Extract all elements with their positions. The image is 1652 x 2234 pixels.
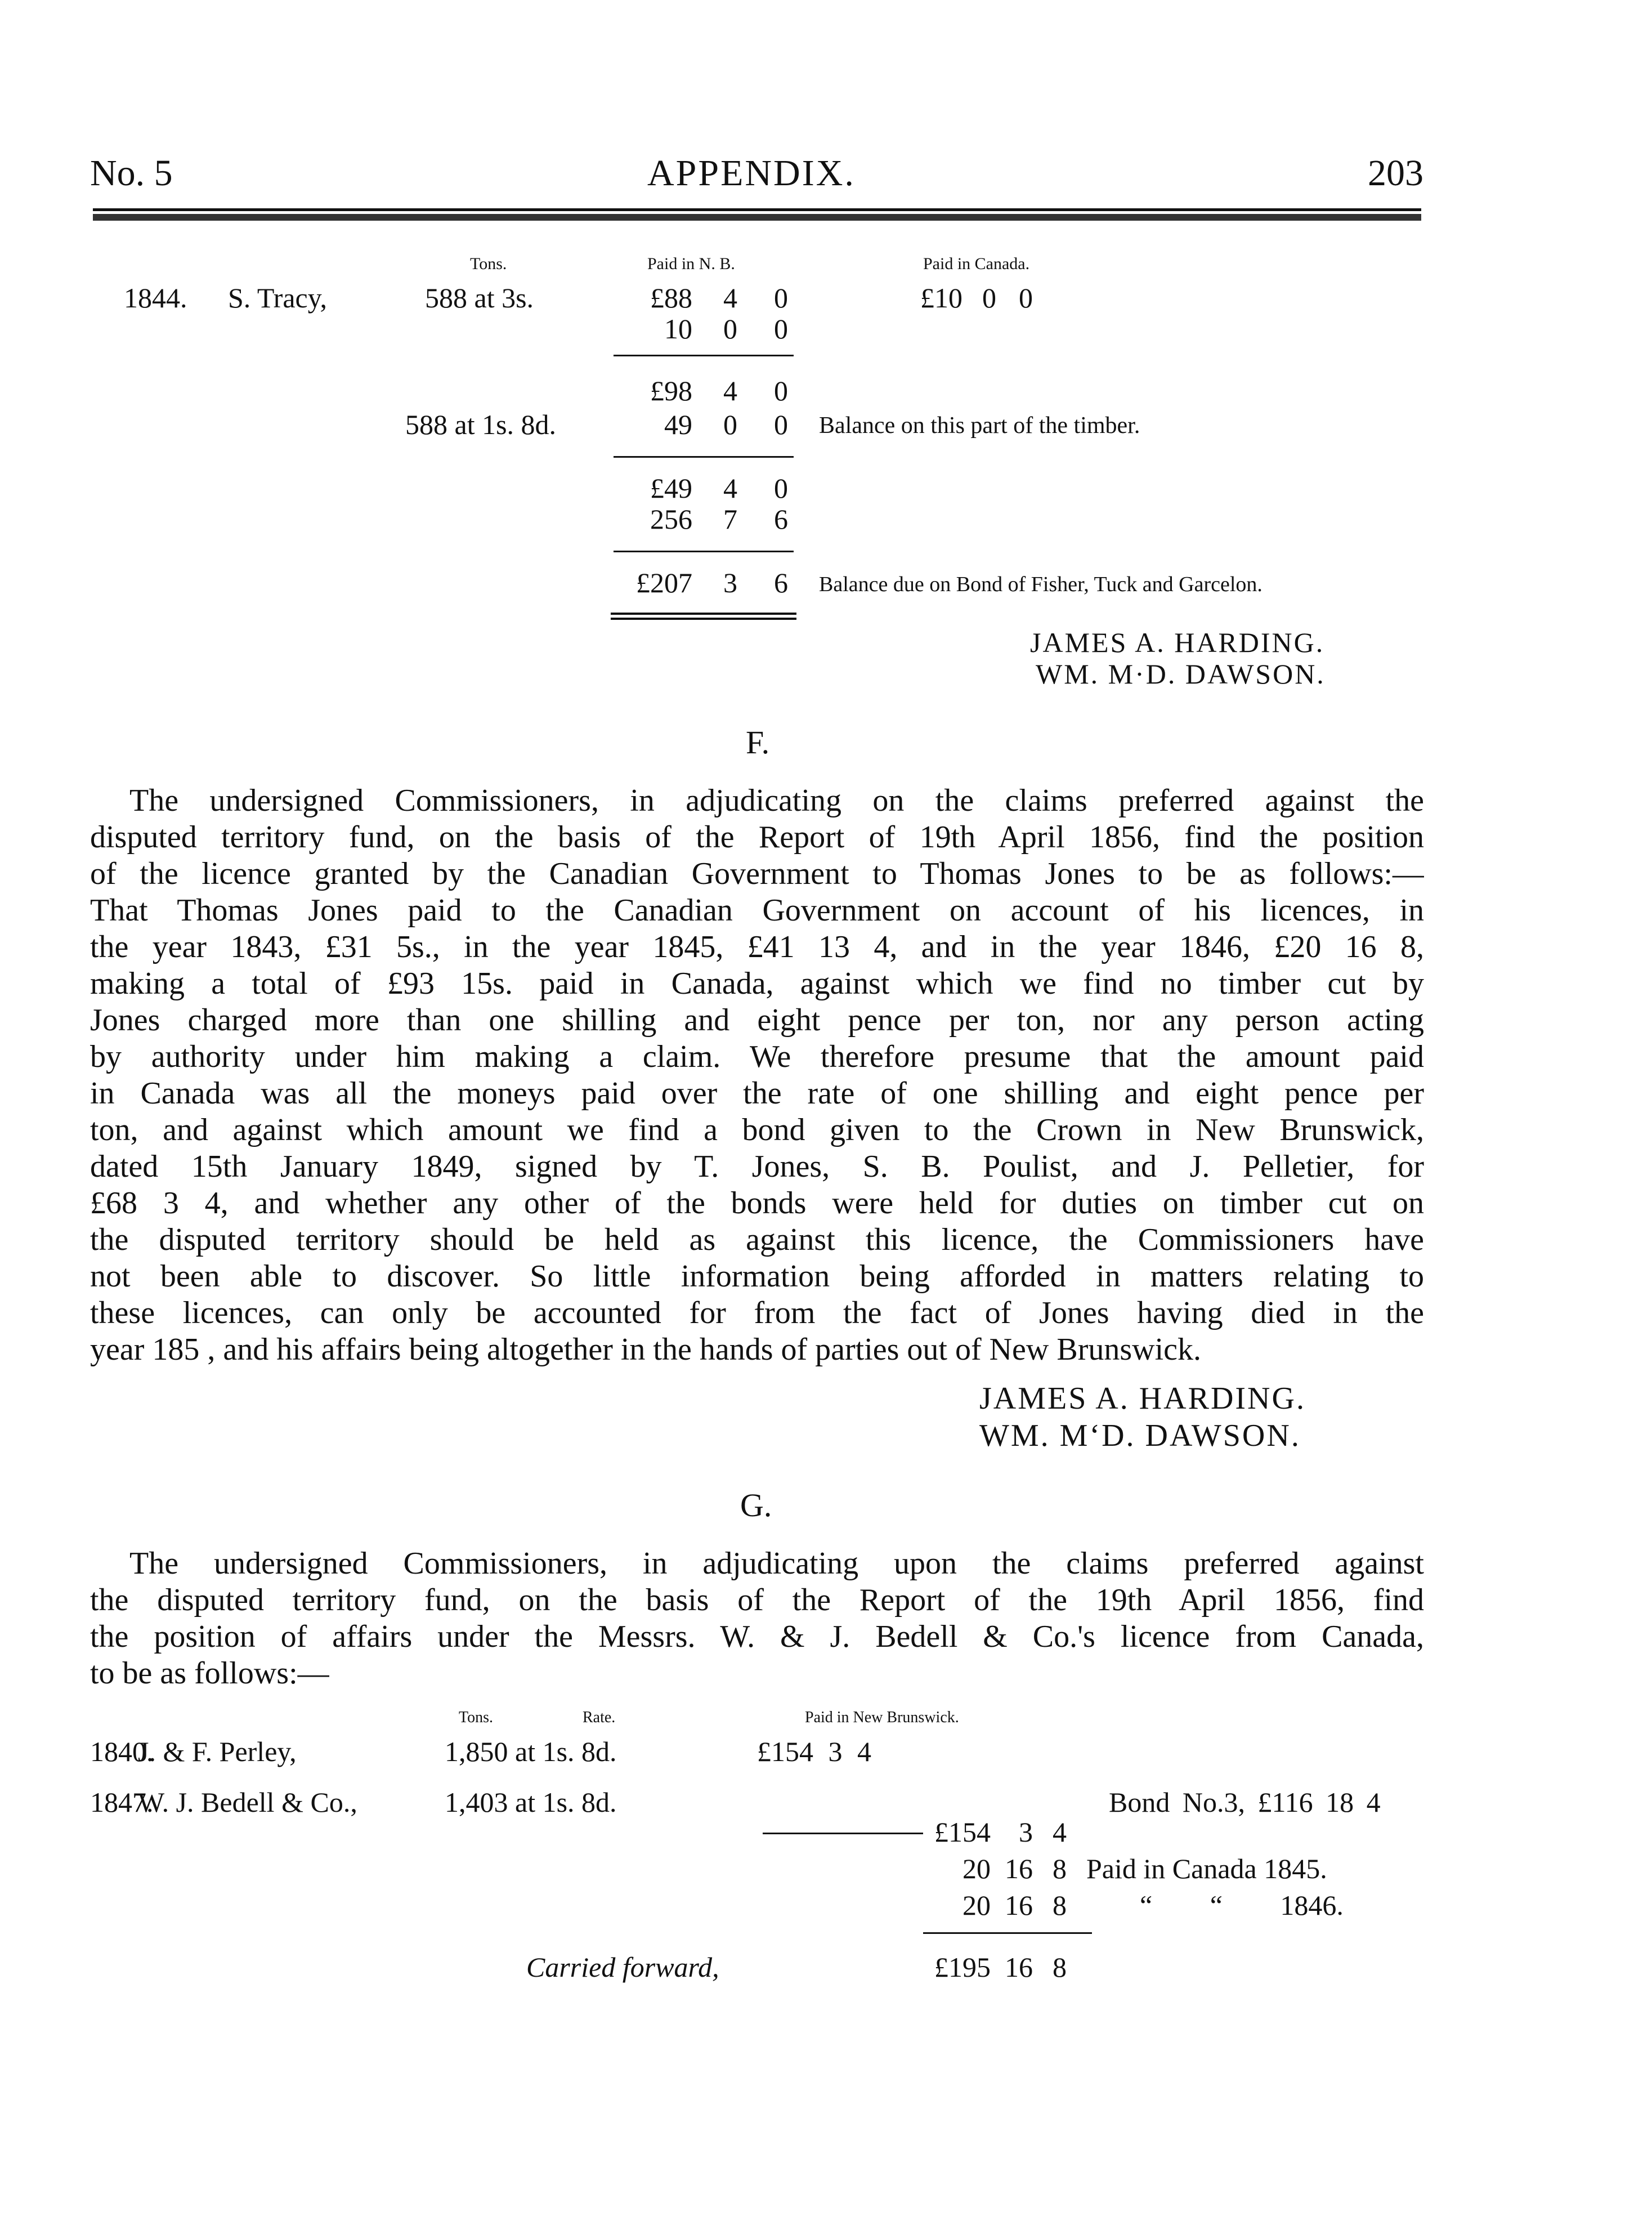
row-name: W. J. Bedell & Co., [138,1786,357,1818]
paragraph-line: ton, and against which amount we find a bond given to the Crown in New Brunswick, [90,1112,1424,1147]
col-header-paid-nb: Paid in New Brunswick. [805,1709,959,1726]
carried-shillings: 16 [1005,1951,1033,1983]
paragraph-line: the position of affairs under the Messrs. W. & J. Bedell & Co.'s licence from Canada, [90,1619,1424,1654]
canada-pence: 0 [1019,282,1033,314]
amount-pounds: £98 [650,375,692,406]
paragraph-line: of the licence granted by the Canadian Government to Thomas Jones to be as follows:— [90,856,1424,891]
sum-pounds: 20 [962,1853,991,1884]
canada-pounds: £10 [920,282,962,314]
paragraph-line: to be as follows:— [90,1656,329,1691]
amount-pence: 0 [774,409,788,440]
amount-pence: 0 [774,472,788,504]
sum-pence: 4 [1053,1816,1067,1848]
sum-shillings: 16 [1005,1853,1033,1884]
paragraph-line: not been able to discover. So little information being afforded in matters relating to [90,1259,1424,1294]
paragraph-line: the year 1843, £31 5s., in the year 1845, £41 13 4, and in the year 1846, £20 16 8, [90,930,1424,964]
sum-rule [614,551,794,552]
section-f-paragraph [90,783,1424,1368]
paragraph-line: The undersigned Commissioners, in adjudicating upon the claims preferred against [129,1546,1424,1581]
header-rule-bottom [93,214,1421,221]
sum-shillings: 16 [1005,1889,1033,1921]
col-header-rate: Rate. [583,1709,616,1726]
canada-shillings: 0 [982,282,996,314]
amount-shillings: 4 [723,282,737,314]
section-heading-f: F. [746,724,770,761]
row-paid-nb: £154 3 4 [757,1736,871,1767]
amount-shillings: 3 [723,567,737,598]
carried-pounds: £195 [934,1951,991,1983]
row-year: 1847. [90,1786,154,1818]
amount-pounds: £88 [650,282,692,314]
col-header-tons: Tons. [459,1709,494,1726]
amount-pounds: 10 [664,313,692,345]
sum-pounds: 20 [962,1889,991,1921]
sum-rule [614,456,794,458]
signature-dawson: WM. M‘D. DAWSON. [979,1418,1301,1453]
paragraph-line: the disputed territory should be held as against this licence, the Commissioners have [90,1222,1424,1257]
paragraph-line: disputed territory fund, on the basis of the Report of 19th April 1856, find the position [90,820,1424,855]
tracy-tons-1s8d: 588 at 1s. 8d. [405,409,557,440]
paragraph-line: making a total of £93 15s. paid in Canada, against which we find no timber cut by [90,966,1424,1001]
paragraph-line: these licences, can only be accounted for from the fact of Jones having died in the [90,1295,1424,1330]
page-title: APPENDIX. [647,153,856,194]
sum-note: Paid in Canada 1845. [1086,1853,1327,1884]
tracy-tons-3s: 588 at 3s. [425,282,534,314]
section-g-paragraph [90,1545,1424,1692]
signature-dawson: WM. M·D. DAWSON. [1036,658,1326,690]
note-balance-timber: Balance on this part of the timber. [819,413,1140,439]
amount-shillings: 7 [723,503,737,535]
sum-note: “ “ 1846. [1140,1889,1344,1921]
amount-pence: 0 [774,375,788,406]
header-rule-top [93,208,1421,211]
bond-note: Bond No.3, £116 18 4 [1109,1786,1381,1818]
amount-pounds: £49 [650,472,692,504]
note-balance-due: Balance due on Bond of Fisher, Tuck and Garcelon. [819,573,1262,596]
carried-pence: 8 [1053,1951,1067,1983]
amount-shillings: 0 [723,313,737,345]
amount-pounds: 256 [650,503,692,535]
paragraph-line: by authority under him making a claim. We therefore presume that the amount paid [90,1039,1424,1074]
paragraph-line: the disputed territory fund, on the basis of the Report of the 19th April 1856, find [90,1583,1424,1618]
paragraph-line: Jones charged more than one shilling and eight pence per ton, nor any person acting [90,1003,1424,1038]
paragraph-line: in Canada was all the moneys paid over the rate of one shilling and eight pence per [90,1076,1424,1111]
total-rule-bottom [611,618,796,620]
page-section-number: No. 5 [90,153,173,194]
amount-shillings: 4 [723,472,737,504]
section-heading-g: G. [740,1487,772,1523]
paragraph-line: The undersigned Commissioners, in adjudicating on the claims preferred against the [129,783,1424,818]
sum-rule [614,355,794,356]
col-header-paid-nb: Paid in N. B. [647,254,735,273]
amount-shillings: 0 [723,409,737,440]
sum-pence: 8 [1053,1853,1067,1884]
amount-pence: 6 [774,503,788,535]
total-rule-top [611,613,796,615]
tracy-name: S. Tracy, [228,282,327,314]
sum-rule [923,1932,1092,1934]
amount-shillings: 4 [723,375,737,406]
amount-pence: 0 [774,313,788,345]
col-header-tons: Tons. [470,254,507,273]
col-header-paid-canada: Paid in Canada. [923,254,1030,273]
page-number: 203 [1368,153,1423,194]
signature-harding: JAMES A. HARDING. [979,1381,1306,1416]
amount-pence: 6 [774,567,788,598]
sum-pence: 8 [1053,1889,1067,1921]
signature-harding: JAMES A. HARDING. [1030,627,1325,658]
paragraph-line: £68 3 4, and whether any other of the bonds were held for duties on timber cut on [90,1186,1424,1221]
paragraph-line: year 185 , and his affairs being altogether in the hands of parties out of New Brunswick. [90,1332,1201,1367]
carried-forward-label: Carried forward, [526,1951,719,1983]
paragraph-line: dated 15th January 1849, signed by T. Jones, S. B. Poulist, and J. Pelletier, for [90,1149,1424,1184]
row-tons-rate: 1,850 at 1s. 8d. [445,1736,617,1767]
amount-pence: 0 [774,282,788,314]
sum-shillings: 3 [1019,1816,1033,1848]
row-name: J. & F. Perley, [138,1736,297,1767]
amount-pounds: £207 [636,567,692,598]
paragraph-line: That Thomas Jones paid to the Canadian Government on account of his licences, in [90,893,1424,928]
carry-line [763,1833,923,1834]
row-tons-rate: 1,403 at 1s. 8d. [445,1786,617,1818]
amount-pounds: 49 [664,409,692,440]
sum-pounds: £154 [934,1816,991,1848]
row-year: 1840. [90,1736,154,1767]
tracy-year: 1844. [124,282,187,314]
